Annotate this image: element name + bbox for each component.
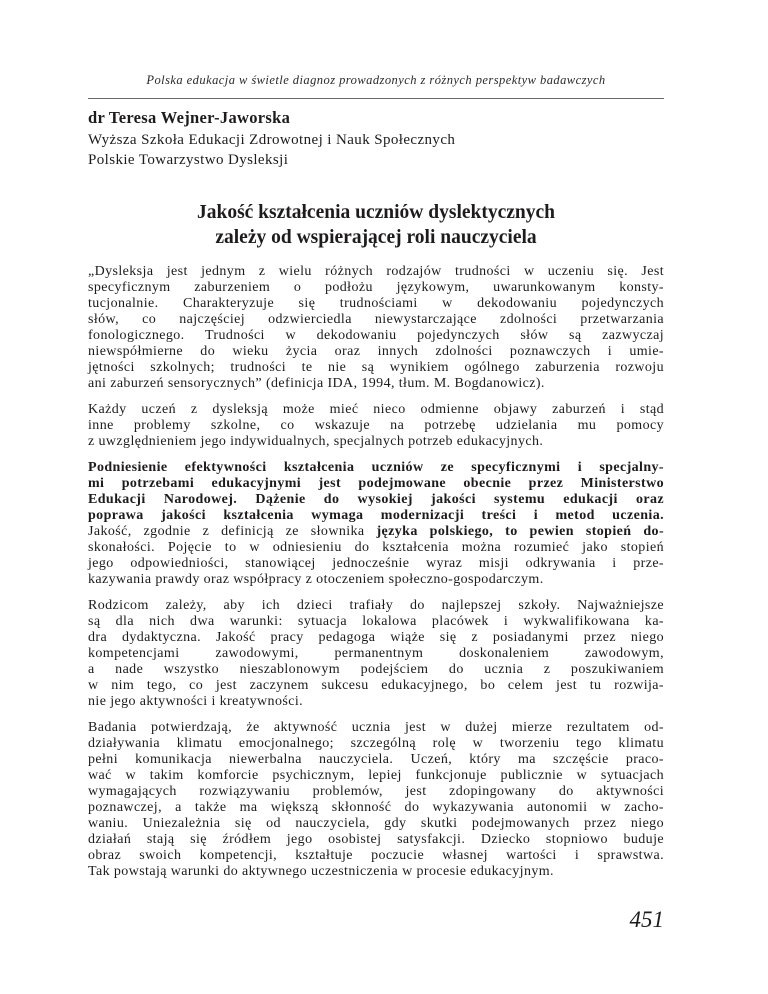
text-line: dra dydaktyczna. Jakość pracy pedagoga wiąże się z posiadanymi przez niego	[88, 630, 664, 645]
text-line: Tak powstają warunki do aktywnego uczestniczenia w procesie edukacyjnym.	[88, 864, 554, 879]
paragraph-1	[88, 264, 664, 392]
text-line: pełni komunikacja niewerbalna nauczyciela. Uczeń, który ma szczęście praco-	[88, 752, 664, 767]
page-number: 451	[629, 907, 664, 932]
text-line: z uwzględnieniem jego indywidualnych, specjalnych potrzeb edukacyjnych.	[88, 434, 544, 449]
article-body	[88, 264, 664, 880]
text-line: Każdy uczeń z dysleksją może mieć nieco odmienne objawy zaburzeń i stąd	[88, 402, 664, 417]
text-line-bold: mi potrzebami edukacyjnymi jest podejmowane obecnie przez Ministerstwo	[88, 476, 664, 491]
text-line: kompetencjami zawodowymi, permanentnym doskonaleniem zawodowym,	[88, 646, 664, 661]
text-line-mixed	[88, 524, 664, 540]
text-line: niewspółmierne do wieku życia oraz innych zdolności poznawczych i umie-	[88, 344, 664, 359]
affiliation-1: Wyższa Szkoła Edukacji Zdrowotnej i Nauk Społecznych	[88, 132, 456, 148]
text-line: obraz swoich kompetencji, kształtuje poczucie własnej wartości i sprawstwa.	[88, 848, 664, 863]
text-line: są dla nich dwa warunki: sytuacja lokalowa placówek i wykwalifikowana ka-	[88, 614, 664, 629]
affiliations	[88, 130, 664, 170]
text-line: ani zaburzeń sensorycznych” (definicja IDA, 1994, tłum. M. Bogdanowicz).	[88, 376, 545, 391]
author-block	[88, 108, 664, 170]
text-line: działań stają się źródłem jego osobistej satysfakcji. Dziecko stopniowo buduje	[88, 832, 664, 847]
header-rule	[88, 98, 664, 99]
text-line: skonałości. Pojęcie to w odniesieniu do kształcenia można rozumieć jako stopień	[88, 540, 664, 555]
text-line: w nim tego, co jest zaczynem sukcesu edukacyjnego, bo celem jest tu rozwija-	[88, 678, 664, 693]
text-line-bold: poprawa jakości kształcenia wymaga modernizacji treści i metod uczenia.	[88, 508, 664, 523]
text-segment: Jakość, zgodnie z definicją ze słownika	[88, 524, 377, 539]
text-line: jętności szkolnych; trudności te nie są wynikiem ogólnego zaburzenia rozwoju	[88, 360, 664, 375]
text-line: Rodzicom zależy, aby ich dzieci trafiały do najlepszej szkoły. Najważniejsze	[88, 598, 664, 613]
title-line: Jakość kształcenia uczniów dyslektycznych	[196, 202, 556, 223]
text-line: a nade wszystko nieszablonowym podejściem do ucznia z poszukiwaniem	[88, 662, 664, 677]
text-line: fonologicznego. Trudności w dekodowaniu pojedynczych słów są zazwyczaj	[88, 328, 664, 343]
text-line: inne problemy szkolne, co wskazuje na potrzebę udzielania mu pomocy	[88, 418, 664, 433]
paragraph-3	[88, 460, 664, 588]
text-line: jego odpowiedniości, stanowiącej jednocześnie wyraz misji odkrywania i prze-	[88, 556, 664, 571]
affiliation-2: Polskie Towarzystwo Dysleksji	[88, 152, 289, 168]
text-line-bold: Podniesienie efektywności kształcenia uczniów ze specyficznymi i specjalny-	[88, 460, 664, 475]
text-line: wymagających rozwiązywaniu problemów, jest zdopingowany do aktywności	[88, 784, 664, 799]
running-header: Polska edukacja w świetle diagnoz prowadzonych z różnych perspektyw badawczych	[146, 73, 606, 87]
text-line: poznawczej, a także ma większą skłonność do wykazywania autonomii w zacho-	[88, 800, 664, 815]
text-line: specyficznym zaburzeniem o podłożu językowym, uwarunkowanym konsty-	[88, 280, 664, 295]
paragraph-5	[88, 720, 664, 880]
text-line: nie jego aktywności i kreatywności.	[88, 694, 304, 709]
paragraph-4	[88, 598, 664, 710]
text-line: waniu. Uniezależnia się od nauczyciela, gdy skutki podejmowanych przez niego	[88, 816, 664, 831]
text-line-bold: Edukacji Narodowej. Dążenie do wysokiej jakości systemu edukacji oraz	[88, 492, 664, 507]
text-line: tucjonalnie. Charakteryzuje się trudnościami w dekodowaniu pojedynczych	[88, 296, 664, 311]
text-line: wać w takim komforcie psychicznym, lepiej funkcjonuje publicznie w sytuacjach	[88, 768, 664, 783]
title-line: zależy od wspierającej roli nauczyciela	[215, 227, 537, 248]
text-line: działywania klimatu emocjonalnego; szczególną rolę w tworzeniu tego klimatu	[88, 736, 664, 751]
text-line: słów, co najczęściej odzwierciedla niewystarczające zdolności przetwarzania	[88, 312, 664, 327]
author-name: dr Teresa Wejner-Jaworska	[88, 108, 291, 127]
article-title	[88, 200, 664, 250]
text-segment-bold: języka polskiego, to pewien stopień do-	[376, 524, 665, 539]
text-line: „Dysleksja jest jednym z wielu różnych rodzajów trudności w uczeniu się. Jest	[88, 264, 664, 279]
paragraph-2	[88, 402, 664, 450]
text-line: kazywania prawdy oraz współpracy z otoczeniem społeczno-gospodarczym.	[88, 572, 544, 587]
text-line: Badania potwierdzają, że aktywność ucznia jest w dużej mierze rezultatem od-	[88, 720, 664, 735]
